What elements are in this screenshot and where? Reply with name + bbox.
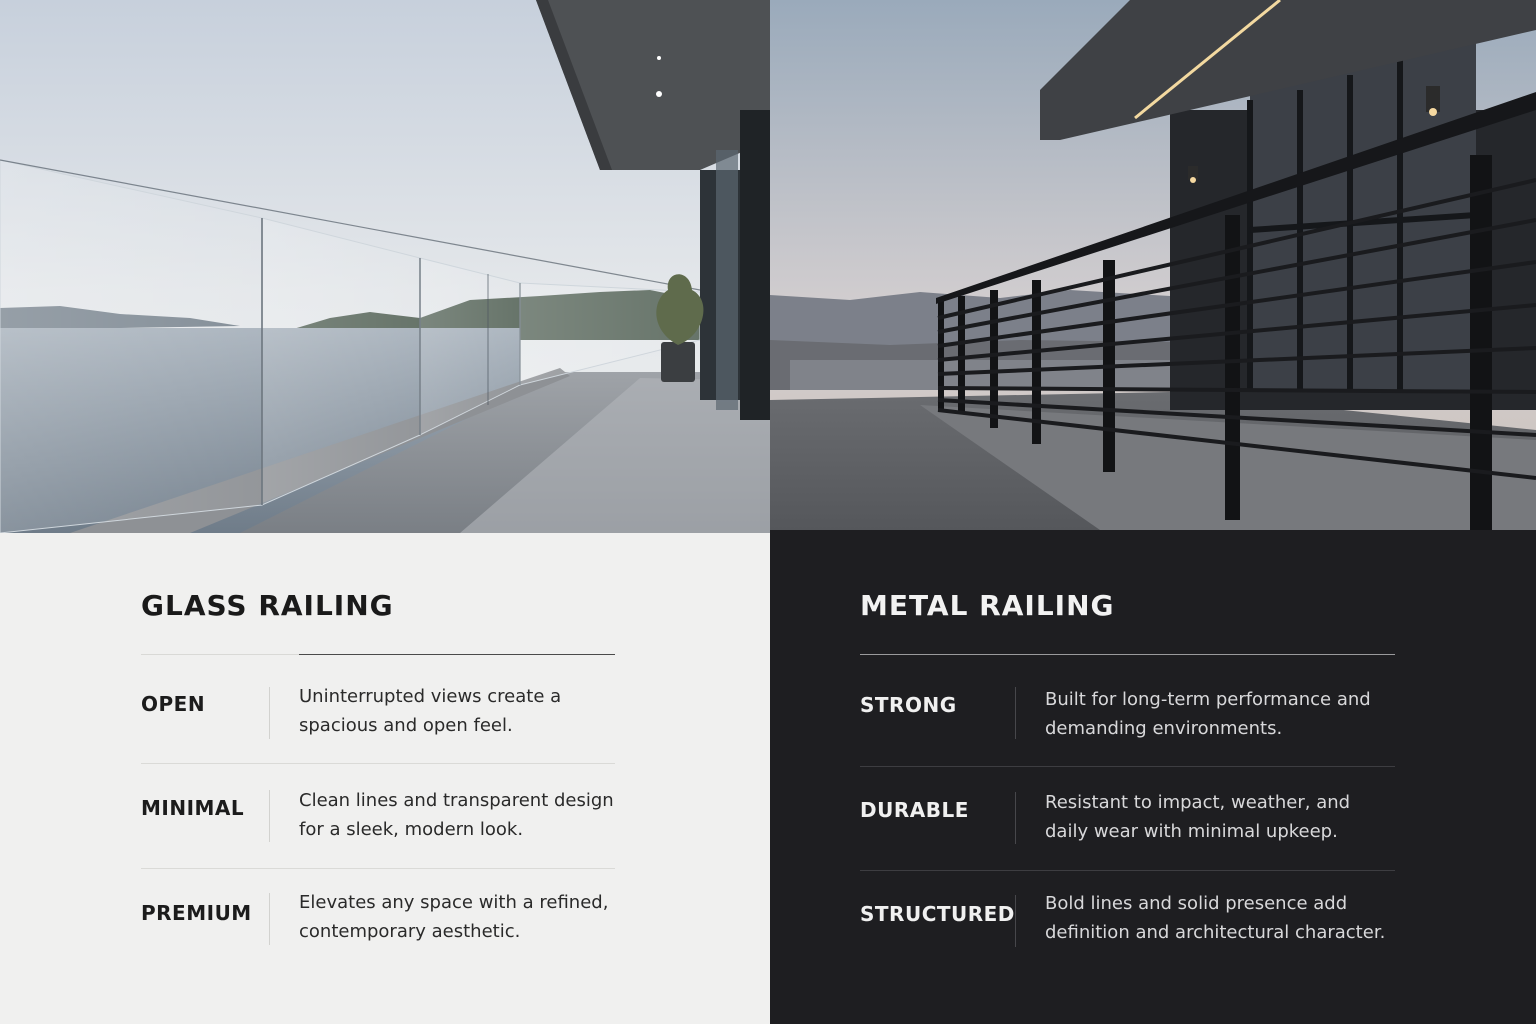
feature-divider <box>269 893 270 945</box>
feature-label: MINIMAL <box>141 796 245 820</box>
feature-label: OPEN <box>141 692 206 716</box>
metal-railing-title: METAL RAILING <box>860 589 1115 622</box>
feature-row-open <box>141 669 615 773</box>
row-divider <box>860 870 1395 871</box>
feature-row-structured <box>860 880 1395 984</box>
glass-railing-title: GLASS RAILING <box>141 589 394 622</box>
feature-divider <box>269 790 270 842</box>
feature-description: Bold lines and solid presence add definition and architectural character. <box>1045 893 1386 943</box>
row-divider <box>860 766 1395 767</box>
feature-row-premium <box>141 878 615 982</box>
feature-divider <box>1015 792 1016 844</box>
feature-row-durable <box>860 775 1395 879</box>
glass-info-card <box>0 533 770 1024</box>
row-divider <box>141 763 615 764</box>
feature-divider <box>1015 895 1016 947</box>
glass-railing-photo <box>0 0 770 533</box>
feature-description: Uninterrupted views create a spacious and open feel. <box>299 686 562 736</box>
feature-row-strong <box>860 670 1395 774</box>
feature-description: Elevates any space with a refined, contemporary aesthetic. <box>299 892 609 942</box>
title-divider <box>299 654 615 655</box>
metal-info-card <box>770 530 1536 1024</box>
feature-description: Clean lines and transparent design for a sleek, modern look. <box>299 790 614 840</box>
title-divider-faint <box>141 654 299 655</box>
feature-divider <box>269 687 270 739</box>
metal-railing-panel <box>770 0 1536 1024</box>
feature-label: STRONG <box>860 693 957 717</box>
feature-label: PREMIUM <box>141 901 252 925</box>
title-divider <box>860 654 1395 655</box>
feature-divider <box>1015 687 1016 739</box>
row-divider <box>141 868 615 869</box>
feature-label: DURABLE <box>860 798 969 822</box>
metal-railing-photo <box>770 0 1536 530</box>
feature-description: Resistant to impact, weather, and daily wear with minimal upkeep. <box>1045 792 1351 842</box>
feature-description: Built for long-term performance and demanding environments. <box>1045 689 1371 739</box>
feature-label: STRUCTURED <box>860 902 1015 926</box>
feature-row-minimal <box>141 773 615 877</box>
